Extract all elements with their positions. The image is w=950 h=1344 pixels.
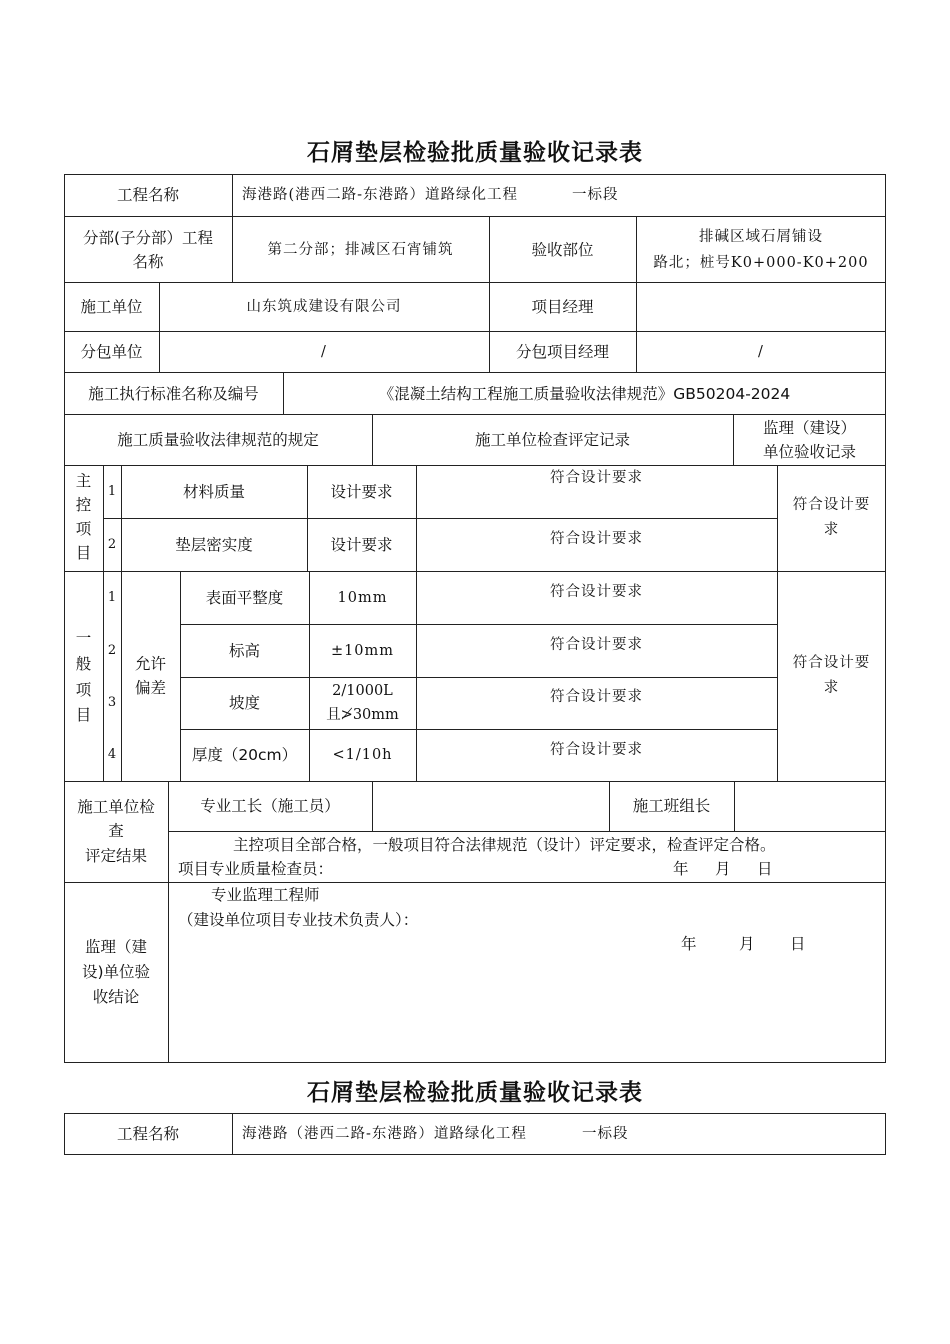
- subsection-label-1: 分部(子分部）工程: [82, 229, 214, 247]
- item-record: 符合设计要求: [550, 689, 643, 705]
- item-requirement-2: 且≯30mm: [326, 707, 399, 723]
- general-char: 一: [75, 629, 92, 647]
- engineer-label: 专业监理工程师: [211, 886, 320, 904]
- item-name: 标高: [228, 642, 260, 660]
- check-result-label-1: 施工单位检: [77, 798, 155, 816]
- subcontractor-value: /: [321, 344, 327, 360]
- general-char: 项: [75, 681, 92, 699]
- project-section: 一标段: [572, 187, 619, 203]
- accept-part-value-1: 排碱区域石屑铺设: [699, 229, 823, 245]
- general-char: 般: [75, 655, 92, 673]
- inspector-label: 项目专业质量检查员：: [178, 860, 334, 878]
- item-name: 坡度: [228, 694, 260, 712]
- accept-part-value-2: 路北；桩号K0+000-K0+200: [653, 255, 869, 271]
- tolerance-label-2: 偏差: [134, 679, 166, 697]
- check-conclusion: 主控项目全部合格，一般项目符合法律规范（设计）评定要求，检查评定合格。: [233, 836, 776, 854]
- second-page-title: 石屑垫层检验批质量验收记录表: [307, 1080, 643, 1106]
- header-check-record: 施工单位检查评定记录: [474, 431, 630, 449]
- item-record: 符合设计要求: [550, 637, 643, 653]
- supervision-month: 月: [739, 935, 755, 953]
- standard-label: 施工执行标准名称及编号: [88, 385, 259, 403]
- subcontractor-label: 分包单位: [80, 343, 143, 361]
- item-number: 2: [107, 643, 117, 658]
- construction-unit-value: 山东筑成建设有限公司: [246, 299, 402, 315]
- item-requirement: 设计要求: [330, 536, 393, 554]
- main-supervision-1: 符合设计要: [792, 497, 871, 513]
- item-record: 符合设计要求: [550, 470, 643, 486]
- main-control-char: 目: [75, 544, 92, 562]
- standard-value: 《混凝土结构工程施工质量验收法律规范》GB50204-2024: [378, 385, 791, 403]
- item-name: 材料质量: [182, 483, 245, 501]
- item-number: 1: [107, 484, 117, 499]
- supervision-year: 年: [681, 935, 697, 953]
- second-project-label: 工程名称: [116, 1125, 179, 1143]
- item-requirement: <1/10h: [332, 747, 393, 763]
- item-number: 2: [107, 537, 117, 552]
- project-name-label: 工程名称: [116, 186, 179, 204]
- page-title: 石屑垫层检验批质量验收记录表: [307, 140, 643, 166]
- project-manager-label: 项目经理: [531, 298, 594, 316]
- tolerance-label-1: 允许: [134, 655, 166, 673]
- main-supervision-2: 求: [823, 522, 840, 538]
- supervision-day: 日: [790, 935, 806, 953]
- subsection-value: 第二分部；排减区石宵铺筑: [267, 242, 454, 258]
- engineer-sub-label: （建设单位项目专业技术负责人）：: [178, 911, 419, 929]
- item-number: 1: [107, 590, 117, 605]
- item-name: 厚度（20cm）: [191, 746, 298, 764]
- accept-part-label: 验收部位: [531, 241, 594, 259]
- general-supervision-1: 符合设计要: [792, 655, 871, 671]
- header-supervision-1: 监理（建设）: [762, 419, 856, 437]
- item-name: 垫层密实度: [175, 536, 253, 554]
- project-name-value: 海港路(港西二路-东港路）道路绿化工程: [242, 187, 519, 203]
- item-requirement: 设计要求: [330, 483, 393, 501]
- supervision-result-label-2: 设)单位验: [81, 963, 151, 981]
- subsection-label-2: 名称: [132, 253, 164, 271]
- item-record: 符合设计要求: [550, 742, 643, 758]
- sub-manager-label: 分包项目经理: [515, 343, 609, 361]
- general-supervision-2: 求: [823, 680, 840, 696]
- main-control-char: 控: [75, 496, 92, 514]
- foreman-label: 专业工长（施工员）: [200, 797, 340, 815]
- supervision-result-label-1: 监理（建: [84, 938, 147, 956]
- check-year: 年: [673, 860, 689, 878]
- item-requirement: 10mm: [337, 590, 388, 606]
- item-requirement: ±10mm: [330, 643, 395, 659]
- construction-unit-label: 施工单位: [80, 298, 143, 316]
- check-month: 月: [715, 860, 731, 878]
- item-name: 表面平整度: [205, 589, 284, 607]
- check-result-label-3: 评定结果: [84, 847, 147, 865]
- item-record: 符合设计要求: [550, 531, 643, 547]
- item-requirement-1: 2/1000L: [332, 683, 393, 699]
- second-project-value: 海港路（港西二路-东港路）道路绿化工程: [242, 1126, 527, 1142]
- main-control-char: 项: [75, 520, 92, 538]
- general-char: 目: [75, 706, 92, 724]
- sub-manager-value: /: [758, 344, 764, 360]
- second-project-section: 一标段: [582, 1126, 629, 1142]
- supervision-result-label-3: 收结论: [92, 988, 140, 1006]
- item-number: 3: [107, 695, 117, 710]
- header-supervision-2: 单位验收记录: [762, 443, 856, 461]
- check-day: 日: [757, 860, 773, 878]
- header-spec: 施工质量验收法律规范的规定: [117, 431, 319, 449]
- main-control-char: 主: [75, 472, 92, 490]
- item-number: 4: [107, 747, 117, 762]
- team-leader-label: 施工班组长: [632, 797, 711, 815]
- check-result-label-2: 查: [108, 822, 124, 840]
- item-record: 符合设计要求: [550, 584, 643, 600]
